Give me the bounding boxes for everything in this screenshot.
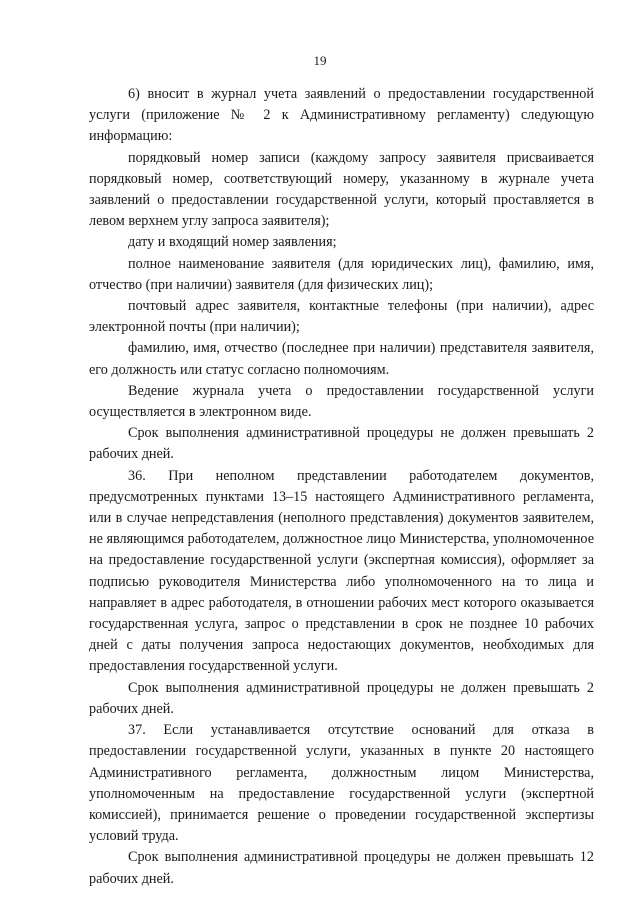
page-number: 19 xyxy=(313,53,327,68)
paragraph-deadline-1: Срок выполнения административной процедуры не должен превышать 2 рабочих дней. xyxy=(89,425,594,463)
paragraph-electronic-journal: Ведение журнала учета о предоставлении государственной услуги осуществляется в электронном виде. xyxy=(89,382,594,421)
paragraph-item-37: 37. Если устанавливается отсутствие оснований для отказа в предоставлении государственной услуги, указанных в пункте 20 настоящего Административного регламента, должностным лицом Министерства, уполномоченным на предоставление государственной услуги (экспертной комиссией), принимается решение о проведении государственной экспертизы условий труда. xyxy=(89,722,594,845)
paragraph-applicant-name: полное наименование заявителя (для юридических лиц), фамилию, имя, отчество (при наличии) заявителя (для физических лиц); xyxy=(89,255,594,293)
paragraph-date-incoming-number: дату и входящий номер заявления; xyxy=(128,234,337,251)
paragraph-journal-entry: 6) вносит в журнал учета заявлений о предоставлении государственной услуги (приложение № 2 к Административному регламенту) следующую информацию: xyxy=(89,86,594,145)
paragraph-item-36: 36. При неполном представлении работодателем документов, предусмотренных пунктами 13–15 настоящего Административного регламента, или в случае непредставления (неполного представления) документов заявителем, не являющимся работодателем, должностное лицо Министерства, уполномоченное на предоставление государственной услуги (экспертная комиссия), оформляет за подписью руководителя Министерства либо уполномоченного на то лица и направляет в адрес работодателя, в отношении рабочих мест которого оказывается государственная услуга, запрос о представлении в срок не позднее 10 рабочих дней с даты получения запроса недостающих документов, необходимых для предоставления государственной услуги. xyxy=(89,467,594,675)
paragraph-record-number: порядковый номер записи (каждому запросу заявителя присваивается порядковый номер, соответствующий номеру, указанному в журнале учета заявлений о предоставлении государственной услуги, который проставляется в левом верхнем углу запроса заявителя); xyxy=(89,149,594,230)
paragraph-deadline-2: Срок выполнения административной процедуры не должен превышать 2 рабочих дней. xyxy=(89,679,594,717)
paragraph-applicant-address: почтовый адрес заявителя, контактные телефоны (при наличии), адрес электронной почты (при наличии); xyxy=(89,298,594,336)
paragraph-representative: фамилию, имя, отчество (последнее при наличии) представителя заявителя, его должность или статус согласно полномочиям. xyxy=(89,340,594,378)
paragraph-deadline-3: Срок выполнения административной процедуры не должен превышать 12 рабочих дней. xyxy=(89,849,594,887)
document-body xyxy=(89,84,594,890)
